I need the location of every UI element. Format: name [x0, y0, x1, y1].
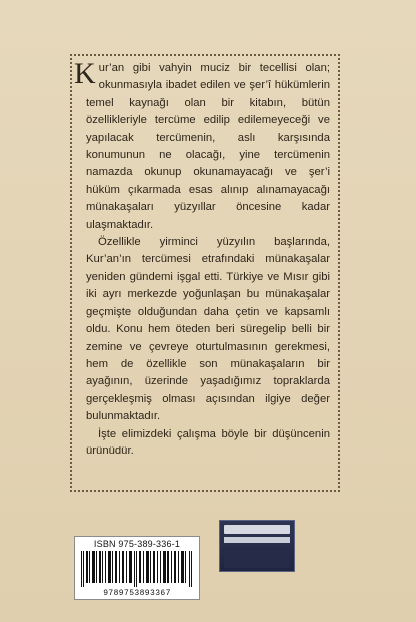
barcode-digits: 9789753893367	[103, 589, 171, 598]
isbn-label: ISBN 975-389-336-1	[93, 539, 181, 549]
drop-cap: K	[74, 57, 96, 90]
paragraph-2: Özellikle yirminci yüzyılın başlarında, Kur’an’ın tercümesi etrafındaki münakaşalar yeniden gündemi işgal etti. Türkiye ve Mısır gibi iki ayrı merkezde yoğunlaşan bu münakaşalar geçmişte olduğundan daha çetin ve kapsamlı oldu. Konu hem öteden beri süregelip belli bir zemine ve çevreye oturtulmasının gerekmesi, hem de özellikle son münakaşaların bir ayağının, üzerinde yaşadığımız topraklarda gerçekleşmiş olması açısından ilgiye değer bulunmaktadır.	[86, 236, 330, 423]
paragraph-1	[74, 57, 330, 234]
isbn-barcode	[74, 536, 200, 600]
paragraph-3: İşte elimizdeki çalışma böyle bir düşüncenin ürünüdür.	[86, 427, 330, 457]
sticker-info-strip	[224, 537, 290, 543]
blurb-text	[74, 57, 330, 460]
barcode-bars	[81, 551, 195, 587]
sticker-label-strip	[224, 525, 290, 534]
sticker-body	[224, 546, 290, 568]
price-sticker	[219, 520, 295, 572]
paragraph-1-body: ur’an gibi vahyin muciz bir tecellisi olan; okunmasıyla ibadet edilen ve şer’î hükümlerin temel kaynağı olan bir kitabın, bütün özellikleriyle tercüme edilip edilemeyeceği ve yapılacak tercümenin, aslı karşısında konumunun ne olacağı, yine tercümenin namazda okunup okunamayacağı ve şer’i hüküm çıkarmada esas alınıp alınamayacağı münakaşaları yüzyıllar öncesine kadar ulaşmaktadır.	[86, 62, 330, 231]
